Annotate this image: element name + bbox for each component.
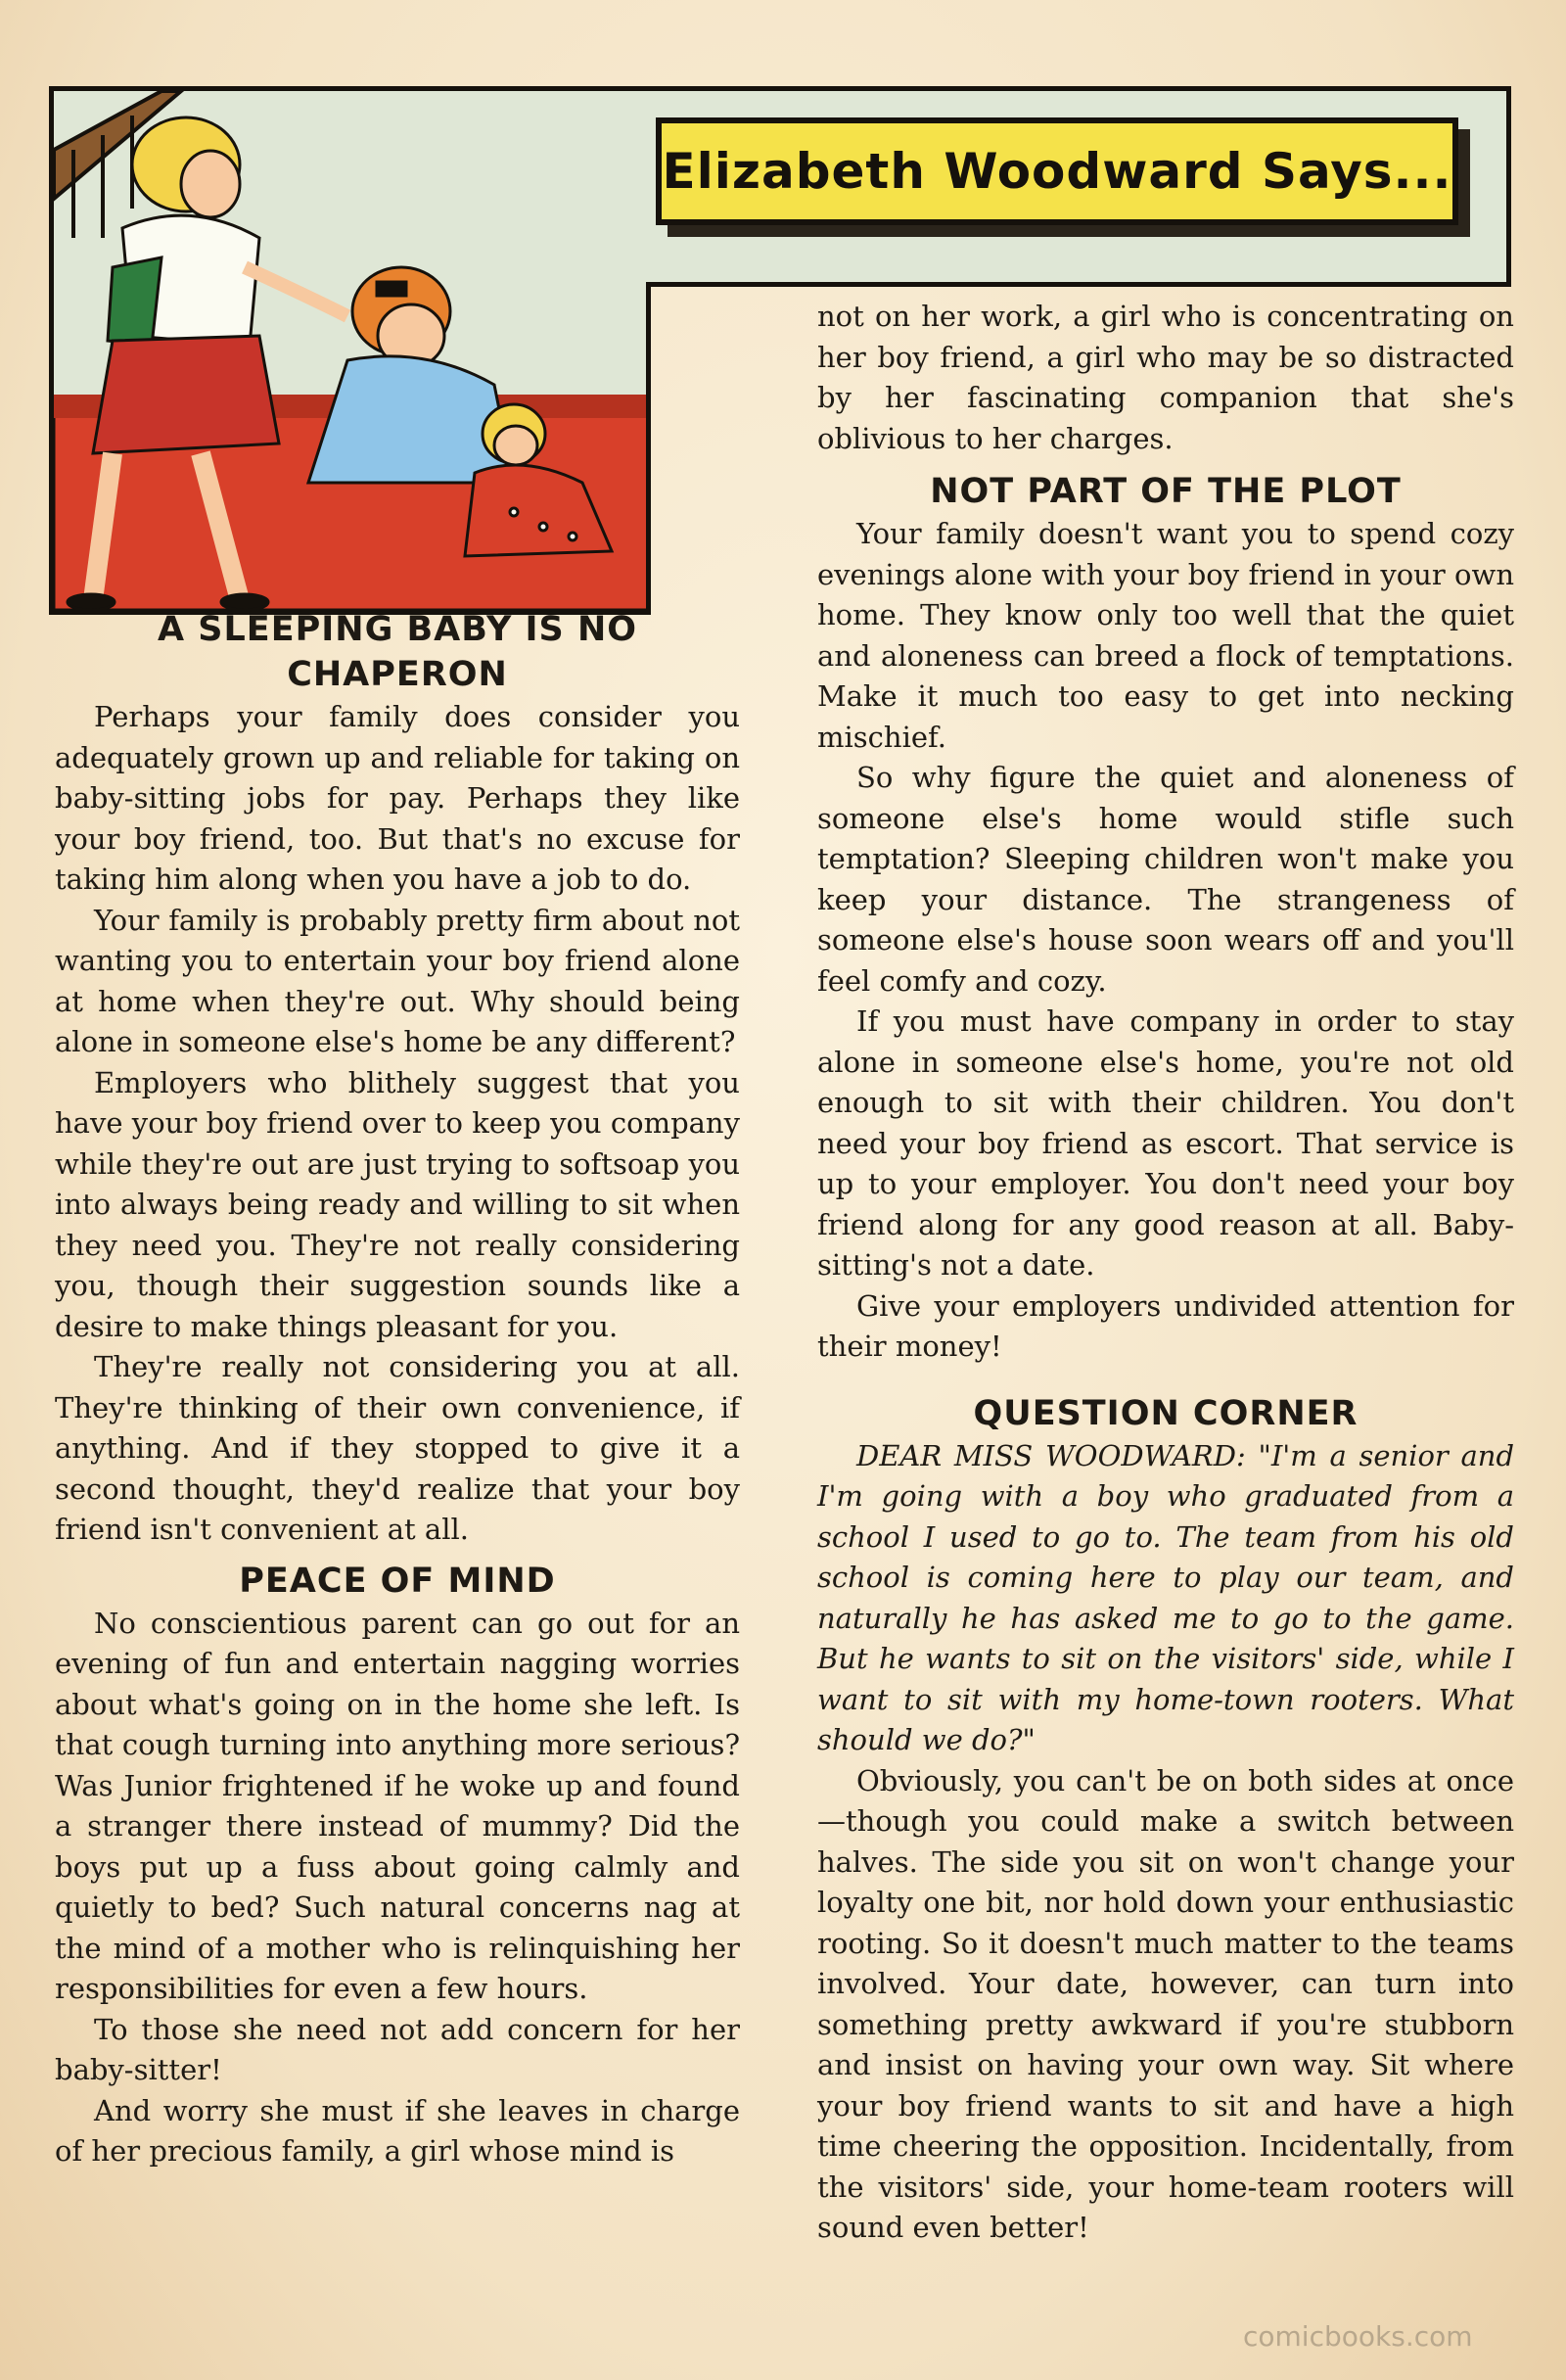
heading-question-corner: QUESTION CORNER <box>973 1393 1359 1433</box>
left-column <box>55 607 740 2172</box>
paragraph: So why figure the quiet and aloneness of someone else's home would stifle such temptation? Sleeping children won't make you keep your distance. The strangeness of someone else's house soon wears off and you'll feel comfy and cozy. <box>817 761 1514 998</box>
reader-question <box>817 1436 1514 1761</box>
panel-border-middle <box>651 282 1511 287</box>
paragraph: Give your employers undivided attention for their money! <box>817 1288 1514 1363</box>
paragraph: Employers who blithely suggest that you have your boy friend over to keep you company while they're out are just trying to softsoap you into always being ready and willing to sit when they need you. They're not really considering you, though their suggestion sounds like a desire to make things pleasant for you. <box>55 1065 740 1343</box>
paragraph: No conscientious parent can go out for an evening of fun and entertain nagging worries about what's going on in the home she left. Is that cough turning into anything more serious? Was Junior frightened if he woke up and found a stranger there instead of mummy? Did the boys put up a fuss about going calmly and quietly to bed? Such natural concerns nag at the mind of a mother who is relinquishing her responsibilities for even a few hours. <box>55 1606 740 2005</box>
right-column <box>817 297 1514 2249</box>
panel-border-right <box>1506 86 1511 287</box>
paragraph: And worry she must if she leaves in charge of her precious family, a girl whose mind is <box>55 2093 740 2168</box>
column-title-box <box>656 117 1458 225</box>
panel-border-left <box>49 86 54 615</box>
heading-sleeping-baby: A SLEEPING BABY IS NO CHAPERON <box>158 610 637 694</box>
question-text: "I'm a senior and I'm going with a boy who graduated from a school I used to go to. The team from his old school is coming here to play our team, and naturally he has asked me to go to the game. But he wants to sit on the visitors' side, while I want to sit with my home-town rooters. What should we do?" <box>817 1438 1515 1756</box>
paragraph: not on her work, a girl who is concentrating on her boy friend, a girl who may be so distracted by her fascinating companion that she's oblivious to her charges. <box>817 300 1514 455</box>
toddler-figure <box>308 267 514 483</box>
heading-not-part-of-the-plot: NOT PART OF THE PLOT <box>930 472 1402 511</box>
paragraph: If you must have company in order to stay alone in someone else's home, you're not old enough to sit with their children. You don't need your boy friend as escort. That service is up to your employer. You don't need your boy friend along for any good reason at all. Baby-sitting's not a date. <box>817 1004 1514 1282</box>
panel-border-top <box>49 86 1511 91</box>
paragraph: To those she need not add concern for her baby-sitter! <box>55 2012 740 2086</box>
panel-border-inner <box>646 282 651 615</box>
paragraph: They're really not considering you at all. They're thinking of their own convenience, if anything. And if they stopped to give it a second thought, they'd realize that your boy friend isn't convenient at all. <box>55 1350 740 1546</box>
paragraph: Your family is probably pretty firm about not wanting you to entertain your boy friend alone at home when they're out. Why should being alone in someone else's home be any different? <box>55 903 740 1058</box>
answer-paragraph: Obviously, you can't be on both sides at once—though you could make a switch between halves. The side you sit on won't change your loyalty one bit, nor hold down your enthusiastic rooting. So it doesn't much matter to the teams involved. Your date, however, can turn into something pretty awkward if you're stubborn and insist on having your own way. Sit where your boy friend wants to sit and have a high time cheering the opposition. Incidentally, from the visitors' side, your home-team rooters will sound even better! <box>817 1763 1514 2244</box>
heading-peace-of-mind: PEACE OF MIND <box>239 1561 556 1601</box>
paragraph: Your family doesn't want you to spend cozy evenings alone with your boy friend in your own home. They know only too well that the quiet and aloneness can breed a flock of temptations. Make it much too easy to get into necking mischief. <box>817 517 1514 754</box>
watermark: comicbooks.com <box>1243 2320 1473 2353</box>
question-salutation: DEAR MISS WOODWARD: <box>856 1438 1246 1472</box>
paragraph: Perhaps your family does consider you adequately grown up and reliable for taking on baby-sitting jobs for pay. Perhaps they like your boy friend, too. But that's no excuse for taking him along when you have a job to do. <box>55 700 740 896</box>
column-title: Elizabeth Woodward Says... <box>662 143 1452 200</box>
babysitter-illustration <box>54 91 651 610</box>
